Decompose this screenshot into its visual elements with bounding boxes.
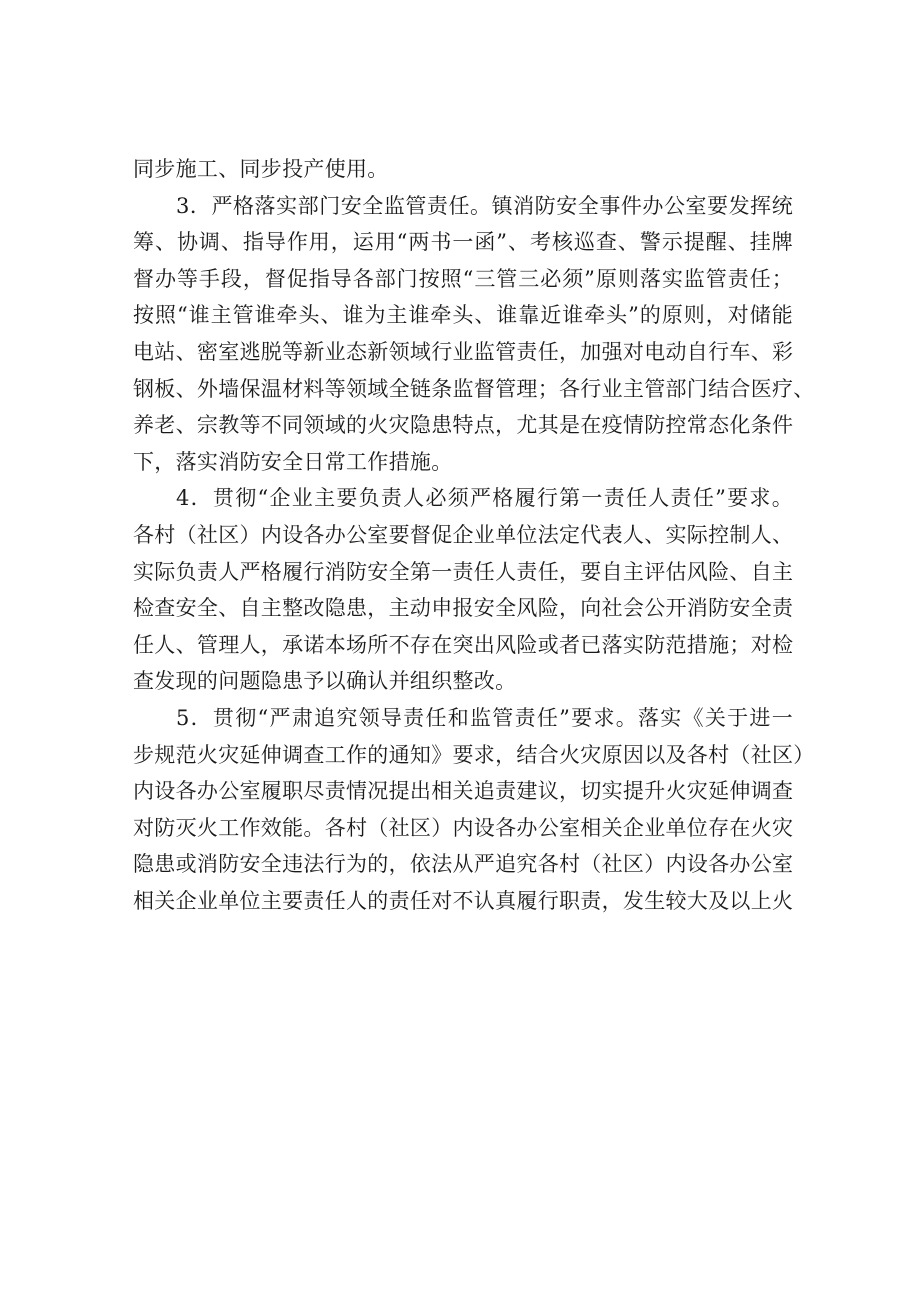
text-line: 检查安全、自主整改隐患，主动申报安全风险，向社会公开消防安全责 <box>133 596 794 621</box>
text-line: 按照“谁主管谁牵头、谁为主谁牵头、谁靠近谁牵头”的原则，对储能 <box>133 303 793 328</box>
text-line: 相关企业单位主要责任人的责任对不认真履行职责，发生较大及以上火 <box>133 888 794 913</box>
body-text <box>133 151 815 919</box>
text-line: 筹、协调、指导作用，运用“两书一函”、考核巡查、警示提醒、挂牌 <box>133 230 793 255</box>
text-line: 下，落实消防安全日常工作措施。 <box>133 449 453 474</box>
text-line: 任人、管理人，承诺本场所不存在突出风险或者已落实防范措施；对检 <box>133 632 794 657</box>
paragraph-4-heading-line: 4．贯彻“企业主要负责人必须严格履行第一责任人责任”要求。 <box>176 486 793 511</box>
text-line: 步规范火灾延伸调查工作的通知》要求，结合火灾原因以及各村（社区） <box>133 742 815 767</box>
text-line: 实际负责人严格履行消防安全第一责任人责任，要自主评估风险、自主 <box>133 559 794 584</box>
text-line: 隐患或消防安全违法行为的，依法从严追究各村（社区）内设各办公室 <box>133 852 794 877</box>
text-line: 内设各办公室履职尽责情况提出相关追责建议，切实提升火灾延伸调查 <box>133 779 794 804</box>
text-line: 对防灭火工作效能。各村（社区）内设各办公室相关企业单位存在火灾 <box>133 815 794 840</box>
text-line: 养老、宗教等不同领域的火灾隐患特点，尤其是在疫情防控常态化条件 <box>133 413 794 438</box>
paragraph-3-heading-line: 3．严格落实部门安全监管责任。镇消防安全事件办公室要发挥统 <box>176 193 793 218</box>
text-line: 钢板、外墙保温材料等领域全链条监督管理；各行业主管部门结合医疗、 <box>133 376 815 401</box>
text-line: 查发现的问题隐患予以确认并组织整改。 <box>133 669 517 694</box>
text-line: 督办等手段，督促指导各部门按照“三管三必须”原则落实监管责任； <box>133 266 793 291</box>
text-line: 各村（社区）内设各办公室要督促企业单位法定代表人、实际控制人、 <box>133 522 794 547</box>
text-line: 电站、密室逃脱等新业态新领域行业监管责任，加强对电动自行车、彩 <box>133 339 794 364</box>
text-line: 同步施工、同步投产使用。 <box>133 157 389 181</box>
paragraph-5-heading-line: 5．贯彻“严肃追究领导责任和监管责任”要求。落实《关于进一 <box>176 705 793 730</box>
